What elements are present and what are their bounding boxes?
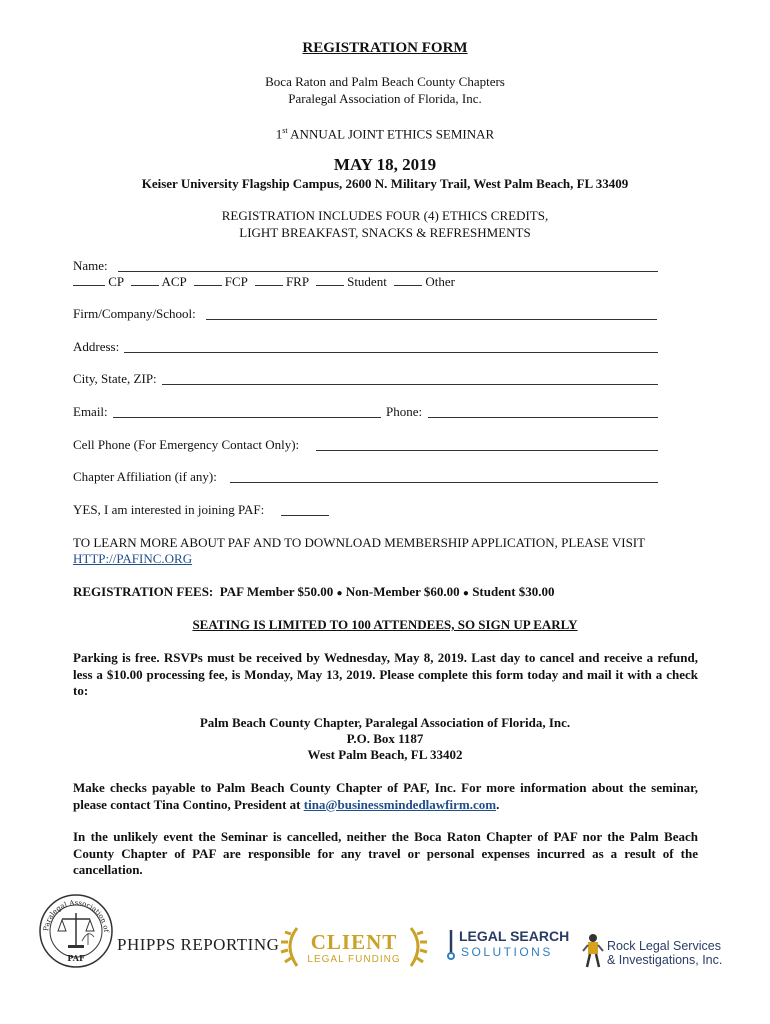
checks-text: Make checks payable to Palm Beach County Chapter of PAF, Inc. For more information about the seminar, please contact Tina Contino, President at — [73, 780, 698, 812]
mailing-line-1: Palm Beach County Chapter, Paralegal Association of Florida, Inc. — [199, 715, 571, 730]
checks-end: . — [496, 796, 500, 812]
rock-mascot-icon — [582, 933, 604, 969]
firm-label: Firm/Company/School: — [73, 306, 196, 321]
address-label: Address: — [73, 339, 120, 354]
cell-phone-field[interactable] — [316, 450, 658, 451]
mailing-line-3: West Palm Beach, FL 33402 — [307, 747, 463, 762]
paf-website-link[interactable]: HTTP://PAFINC.ORG — [73, 551, 193, 566]
learn-more-text: TO LEARN MORE ABOUT PAF AND TO DOWNLOAD MEMBERSHIP APPLICATION, PLEASE VISIT — [73, 535, 646, 550]
name-field[interactable] — [118, 271, 658, 272]
legal-funding-wordmark: LEGAL FUNDING — [307, 954, 401, 965]
join-paf-field[interactable] — [281, 515, 329, 516]
credential-label: FCP — [224, 274, 248, 289]
credential-label: ACP — [161, 274, 187, 289]
seal-abbr: PAF — [67, 953, 85, 963]
firm-field[interactable] — [206, 319, 657, 320]
fee-student: Student $30.00 — [472, 584, 555, 599]
name-label: Name: — [73, 258, 108, 273]
phone-field[interactable] — [428, 417, 658, 418]
seminar-title — [0, 123, 770, 142]
email-label: Email: — [73, 404, 108, 419]
client-legal-funding-logo — [279, 920, 429, 972]
join-paf-label: YES, I am interested in joining PAF: — [73, 502, 265, 517]
credential-student-blank[interactable] — [316, 274, 344, 286]
org-line-2: Paralegal Association of Florida, Inc. — [288, 91, 482, 106]
fee-nonmember: Non-Member $60.00 — [345, 584, 460, 599]
credential-label: Student — [347, 274, 387, 289]
registration-fees — [73, 584, 555, 602]
seminar-location: Keiser University Flagship Campus, 2600 N. Military Trail, West Palm Beach, FL 33409 — [141, 176, 629, 191]
credential-other-blank[interactable] — [394, 274, 422, 286]
form-title: REGISTRATION FORM — [302, 40, 468, 56]
solutions-wordmark: SOLUTIONS — [461, 945, 553, 959]
paf-seal-logo — [38, 893, 114, 969]
seal-ring-text: Paralegal Association of — [42, 898, 111, 933]
legal-search-wordmark: LEGAL SEARCH — [459, 928, 570, 944]
cell-phone-label: Cell Phone (For Emergency Contact Only): — [73, 437, 300, 452]
fees-label: REGISTRATION FEES: — [73, 584, 214, 599]
credential-acp-blank[interactable] — [131, 274, 159, 286]
rock-wordmark-line-2: & Investigations, Inc. — [607, 953, 723, 967]
client-wordmark: CLIENT — [310, 930, 398, 954]
seminar-ordinal: 1 — [275, 126, 283, 142]
city-state-zip-field[interactable] — [162, 384, 658, 385]
fee-member: PAF Member $50.00 — [219, 584, 334, 599]
rock-wordmark-line-1: Rock Legal Services — [607, 939, 721, 953]
includes-line-2: LIGHT BREAKFAST, SNACKS & REFRESHMENTS — [239, 225, 531, 240]
seminar-name: ANNUAL JOINT ETHICS SEMINAR — [290, 126, 495, 142]
chapter-affiliation-field[interactable] — [230, 482, 658, 483]
chapter-affiliation-label: Chapter Affiliation (if any): — [73, 469, 217, 484]
org-line-1: Boca Raton and Palm Beach County Chapters — [265, 74, 505, 89]
legal-search-solutions-logo — [447, 928, 572, 962]
credential-fcp-blank[interactable] — [194, 274, 222, 286]
email-field[interactable] — [113, 417, 381, 418]
includes-line-1: REGISTRATION INCLUDES FOUR (4) ETHICS CREDITS, — [221, 208, 549, 223]
parking-paragraph: Parking is free. RSVPs must be received by Wednesday, May 8, 2019. Last day to cancel and receive a refund, less a $10.00 processing fee, is Monday, May 13, 2019. Please complete this form today and mail it with a check to: — [73, 650, 698, 698]
phipps-reporting-logo: PHIPPS REPORTING — [117, 935, 280, 954]
phone-label: Phone: — [386, 404, 423, 419]
city-state-zip-label: City, State, ZIP: — [73, 371, 157, 386]
credential-cp-blank[interactable] — [73, 274, 105, 286]
checks-paragraph — [73, 780, 698, 813]
credential-label: CP — [108, 274, 124, 289]
credentials-row — [73, 274, 455, 290]
fee-bullet: ● — [462, 588, 469, 599]
cancellation-paragraph: In the unlikely event the Seminar is cancelled, neither the Boca Raton Chapter of PAF nor the Palm Beach County Chapter of PAF are responsible for any travel or personal expenses incurred as a result of the cancellation. — [73, 829, 698, 877]
seating-notice: SEATING IS LIMITED TO 100 ATTENDEES, SO SIGN UP EARLY — [192, 617, 578, 632]
credential-label: FRP — [285, 274, 309, 289]
mailing-line-2: P.O. Box 1187 — [346, 731, 424, 746]
credential-label: Other — [425, 274, 455, 289]
fee-bullet: ● — [336, 588, 343, 599]
seminar-date: MAY 18, 2019 — [333, 155, 437, 174]
rock-legal-services-logo — [607, 939, 722, 967]
address-field[interactable] — [124, 352, 658, 353]
contact-email-link[interactable]: tina@businessmindedlawfirm.com — [303, 796, 497, 812]
seminar-ordinal-suffix: st — [282, 126, 288, 135]
credential-frp-blank[interactable] — [255, 274, 283, 286]
circuit-icon — [447, 930, 459, 960]
